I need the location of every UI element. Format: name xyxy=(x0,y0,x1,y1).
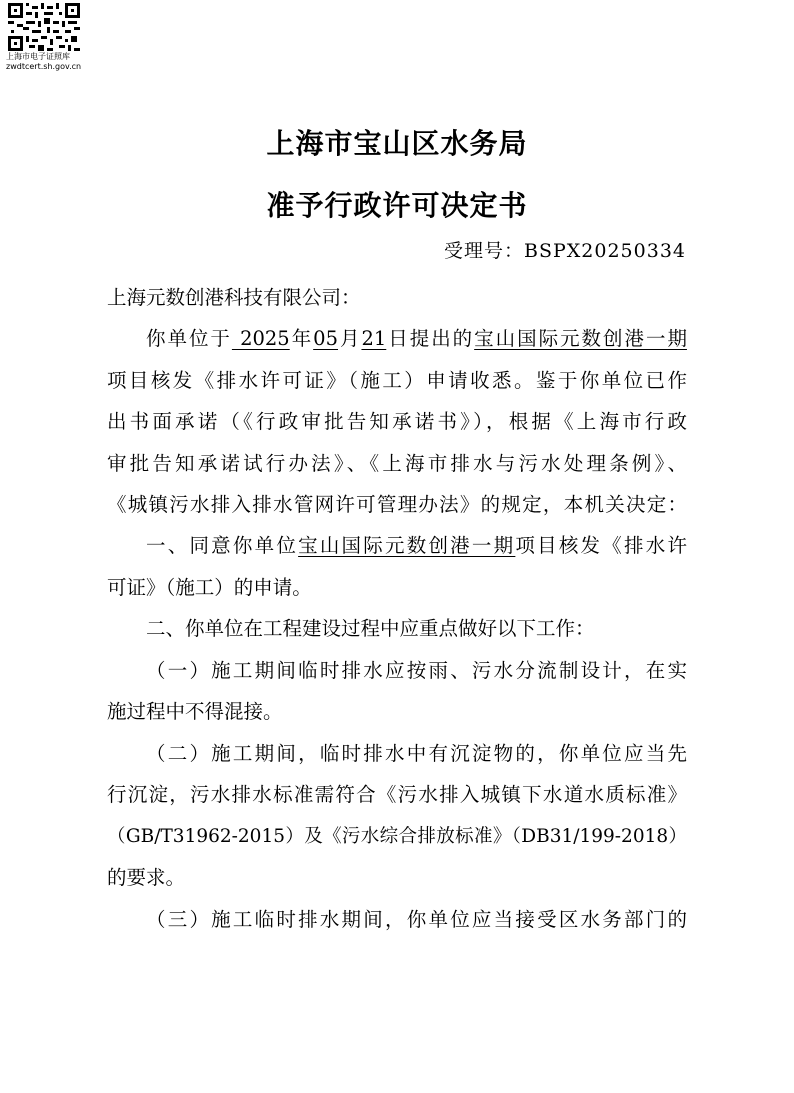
paragraph-3: 二、你单位在工程建设过程中应重点做好以下工作： xyxy=(146,617,595,640)
project-name: 宝山国际元数创港一期 xyxy=(474,327,687,350)
apply-month: 05 xyxy=(313,327,338,350)
qr-caption-line2: zwdtcert.sh.gov.cn xyxy=(6,62,82,71)
paragraph-1-line-3: 出书面承诺（《行政审批告知承诺书》），根据《上海市行政 xyxy=(107,410,687,433)
paragraph-5-line-3: （GB/T31962-2015）及《污水综合排放标准》（DB31/199-2018） xyxy=(107,826,687,847)
paragraph-5-line-1: （二）施工期间，临时排水中有沉淀物的，你单位应当先 xyxy=(146,742,687,765)
qr-code-icon xyxy=(8,3,80,51)
acceptance-number: 受理号：BSPX20250334 xyxy=(444,240,686,262)
paragraph-1-line-5: 《城镇污水排入排水管网许可管理办法》的规定，本机关决定： xyxy=(107,493,687,516)
paragraph-1-line-4: 审批告知承诺试行办法》、《上海市排水与污水处理条例》、 xyxy=(107,452,687,475)
apply-day: 21 xyxy=(361,327,387,350)
paragraph-4-line-2: 施过程中不得混接。 xyxy=(107,700,283,723)
apply-year: 2025 xyxy=(231,327,290,350)
document-title: 上海市宝山区水务局 xyxy=(266,127,528,160)
paragraph-1-line-2: 项目核发《排水许可证》（施工）申请收悉。鉴于你单位已作 xyxy=(107,369,687,392)
paragraph-5-line-4: 的要求。 xyxy=(107,866,186,889)
qr-caption-line1: 上海市电子证照库 xyxy=(6,52,70,61)
addressee: 上海元数创港科技有限公司： xyxy=(107,286,361,309)
paragraph-5-line-2: 行沉淀，污水排水标准需符合《污水排入城镇下水道水质标准》 xyxy=(107,783,687,806)
paragraph-2-line-1: 一、同意你单位宝山国际元数创港一期项目核发《排水许 xyxy=(146,534,687,557)
paragraph-4-line-1: （一）施工期间临时排水应按雨、污水分流制设计，在实 xyxy=(146,659,687,682)
project-name-2: 宝山国际元数创港一期 xyxy=(298,534,516,557)
paragraph-2-line-2: 可证》（施工）的申请。 xyxy=(107,576,312,599)
paragraph-6-line-1: （三）施工临时排水期间，你单位应当接受区水务部门的 xyxy=(146,908,687,931)
paragraph-1-line-1: 你单位于 2025年05月21日提出的宝山国际元数创港一期 xyxy=(146,327,687,350)
document-subtitle: 准予行政许可决定书 xyxy=(266,189,528,222)
